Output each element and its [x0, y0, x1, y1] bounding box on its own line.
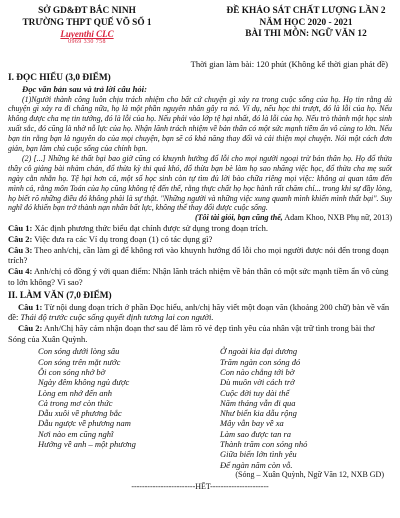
writing-task-2 — [8, 323, 392, 344]
question-text: Theo anh/chị, cần làm gì để không rơi vào khuynh hướng đổ lỗi cho mọi người được nói đến trong đoạn trích? — [8, 244, 389, 266]
poem-line: Dù muôn vời cách trở — [220, 377, 295, 388]
poem-source: (Sóng – Xuân Quỳnh, Ngữ Văn 12, NXB GD) — [235, 470, 384, 480]
school-block — [12, 6, 162, 46]
poem-line: Mây vẫn bay về xa — [220, 418, 284, 429]
task-topic: Thái độ trước cuộc sống quyết định tương lai con người. — [20, 312, 214, 323]
poem-line: Ôi con sóng nhớ bờ — [38, 367, 106, 377]
exam-subject: BÀI THI MÔN: NGỮ VĂN 12 — [245, 29, 367, 39]
poem-line: Thành trăm con sóng nhỏ — [220, 439, 308, 450]
source-title: (Tôi tài giỏi, bạn cũng thế, — [194, 213, 283, 223]
poem-line: Dẫu ngược về phương nam — [38, 418, 131, 429]
question-label: Câu 3: — [8, 244, 33, 255]
passage-paragraph-1: (1)Người thành công luôn chịu trách nhiệm cho bất cứ chuyện gì xảy ra trong cuộc sống của họ. Họ tin rằng dù chuyện gì xảy ra đi chăng nữa, họ là một phần nguyên nhân gây ra nó. Ví dụ, nếu học thi trượt, đó là lỗi của họ. Nếu không được cha mẹ tin tưởng, đó là lỗi của họ. Nếu phải vào lớp tệ hại nhất, đó là lỗi của họ. Nếu trò thành một học sinh xuất sắc, đó cũng là nhờ nỗ lực của họ. Nhận lãnh trách nhiệm về bản thân có một sức mạnh tiềm ẩn vô cùng to lớn. Nếu bạn tin rằng bạn là nguyên do của mọi chuyện, bạn sẽ có khả năng thay đổi và cải thiện mọi chuyện. Nói một cách đơn giản, bạn làm chủ cuộc sống của chính bạn. — [8, 94, 392, 154]
poem-line: Con sóng dưới lòng sâu — [38, 346, 120, 357]
poem-line: Hướng về anh – một phương — [38, 439, 136, 450]
poem-line: Con nào chẳng tới bờ — [220, 367, 295, 377]
poem-line: Ở ngoài kia đại dương — [220, 346, 298, 357]
task-text: Từ nội dung đoạn trích ở phần Đọc hiểu, anh/chị hãy viết một đoạn văn (khoảng 200 chữ) bàn về vấn đề: — [8, 301, 390, 323]
passage-source — [8, 213, 392, 223]
reading-prompt: Đọc văn bản sau và trả lời câu hỏi: — [22, 84, 147, 94]
poem-line: Lòng em nhớ đến anh — [38, 387, 112, 398]
question-3 — [8, 245, 392, 266]
question-4 — [8, 266, 392, 287]
school-name: TRƯỜNG THPT QUẾ VÕ SỐ 1 — [22, 17, 152, 28]
task-label: Câu 2: — [18, 323, 43, 333]
time-note: Thời gian làm bài: 120 phút (Không kể thời gian phát đề) — [190, 59, 388, 69]
exam-header — [8, 6, 392, 58]
question-1 — [8, 223, 392, 234]
question-label: Câu 2: — [8, 234, 33, 245]
department-name: SỞ GD&ĐT BẮC NINH — [38, 6, 136, 16]
end-mark: ------------------------HẾT---------------------- — [131, 482, 269, 492]
section-writing-heading: II. LÀM VĂN (7,0 ĐIỂM) — [8, 290, 112, 301]
exam-title: ĐỀ KHẢO SÁT CHẤT LƯỢNG LẦN 2 — [226, 6, 386, 16]
question-text: Việc đưa ra các Ví dụ trong đoạn (1) có tác dụng gì? — [32, 234, 213, 245]
task-label: Câu 1: — [18, 301, 43, 312]
question-text: Xác định phương thức biểu đạt chính được sử dụng trong đoạn trích. — [32, 223, 268, 234]
poem-line: Con sóng trên mặt nước — [38, 356, 121, 367]
poem-line: Trăm ngàn con sóng đó — [220, 356, 301, 367]
exam-title-block — [208, 6, 400, 41]
poem-line: Năm tháng vẫn đi qua — [220, 397, 296, 408]
poem-line: Nơi nào em cũng nghĩ — [38, 428, 114, 439]
passage-paragraph-2: (2) [...] Những kẻ thất bại bao giờ cũng có khuynh hướng đổ lỗi cho mọi người ngoại trừ bản thân họ. Họ đổ thừa thầy cô giảng bài nhàm chán, đổ thừa kỳ thi quá khó, đổ thừa bạn bè làm họ sao nhãng việc học, đổ thừa cha mẹ suốt ngày cằn nhằn họ. Tệ hại hơn cả, một số học sinh còn tự tìm đủ lời bào chữa riêng mọi việc: không ai quan tâm đến mình cả, rằng môn Toán của họ cũng không tệ đến thế, rằng thực chất họ học hành rất chăm chỉ... trong khi sự đầy lòng, họ biết rõ những điều đó không phải là sự thật. "Những người và những việc xung quanh mình khiến mình thất bại". Suy nghĩ đó khiến bạn trở thành nạn nhân bất lực, không thể thay đổi được cuộc sống. — [8, 153, 392, 213]
question-label: Câu 4: — [8, 266, 33, 277]
writing-task-1 — [8, 302, 392, 323]
brand-phone: 0969 330 758 — [68, 39, 106, 45]
poem-line: Như biển kia dẫu rộng — [220, 408, 297, 419]
poem-line: Làm sao được tan ra — [220, 428, 292, 439]
poem-line: Dẫu xuôi về phương bắc — [38, 408, 122, 419]
task-text: Anh/Chị hãy cảm nhận đoạn thơ sau để làm rõ vẻ đẹp tình yêu của nhân vật trữ tình trong bài thơ Sóng của Xuân Quỳnh. — [8, 323, 375, 344]
poem-column-left — [38, 346, 136, 449]
brand-logo: Luyenthi CLC — [60, 29, 114, 39]
poem-line: Cả trong mơ còn thức — [38, 397, 113, 408]
poem-column-right — [220, 346, 307, 470]
question-text: Anh/chị có đồng ý với quan điểm: Nhận lãnh trách nhiệm về bản thân có một sức mạnh tiềm ẩn vô cùng to lớn không? Vì sao? — [8, 266, 389, 287]
poem-line: Giữa biển lớn tình yêu — [220, 449, 297, 460]
question-label: Câu 1: — [8, 223, 33, 234]
poem-line: Cuộc đời tuy dài thế — [220, 387, 290, 398]
poem-line: Ngày đêm không ngủ được — [38, 377, 130, 388]
poem-line: Để ngàn năm còn vỗ. — [220, 459, 293, 470]
section-reading-heading: I. ĐỌC HIỂU (3,0 ĐIỂM) — [8, 73, 111, 83]
source-details: Adam Khoo, NXB Phụ nữ, 2013) — [282, 213, 392, 223]
question-2 — [8, 234, 392, 245]
poem — [8, 346, 392, 470]
school-year: NĂM HỌC 2020 - 2021 — [259, 17, 353, 28]
